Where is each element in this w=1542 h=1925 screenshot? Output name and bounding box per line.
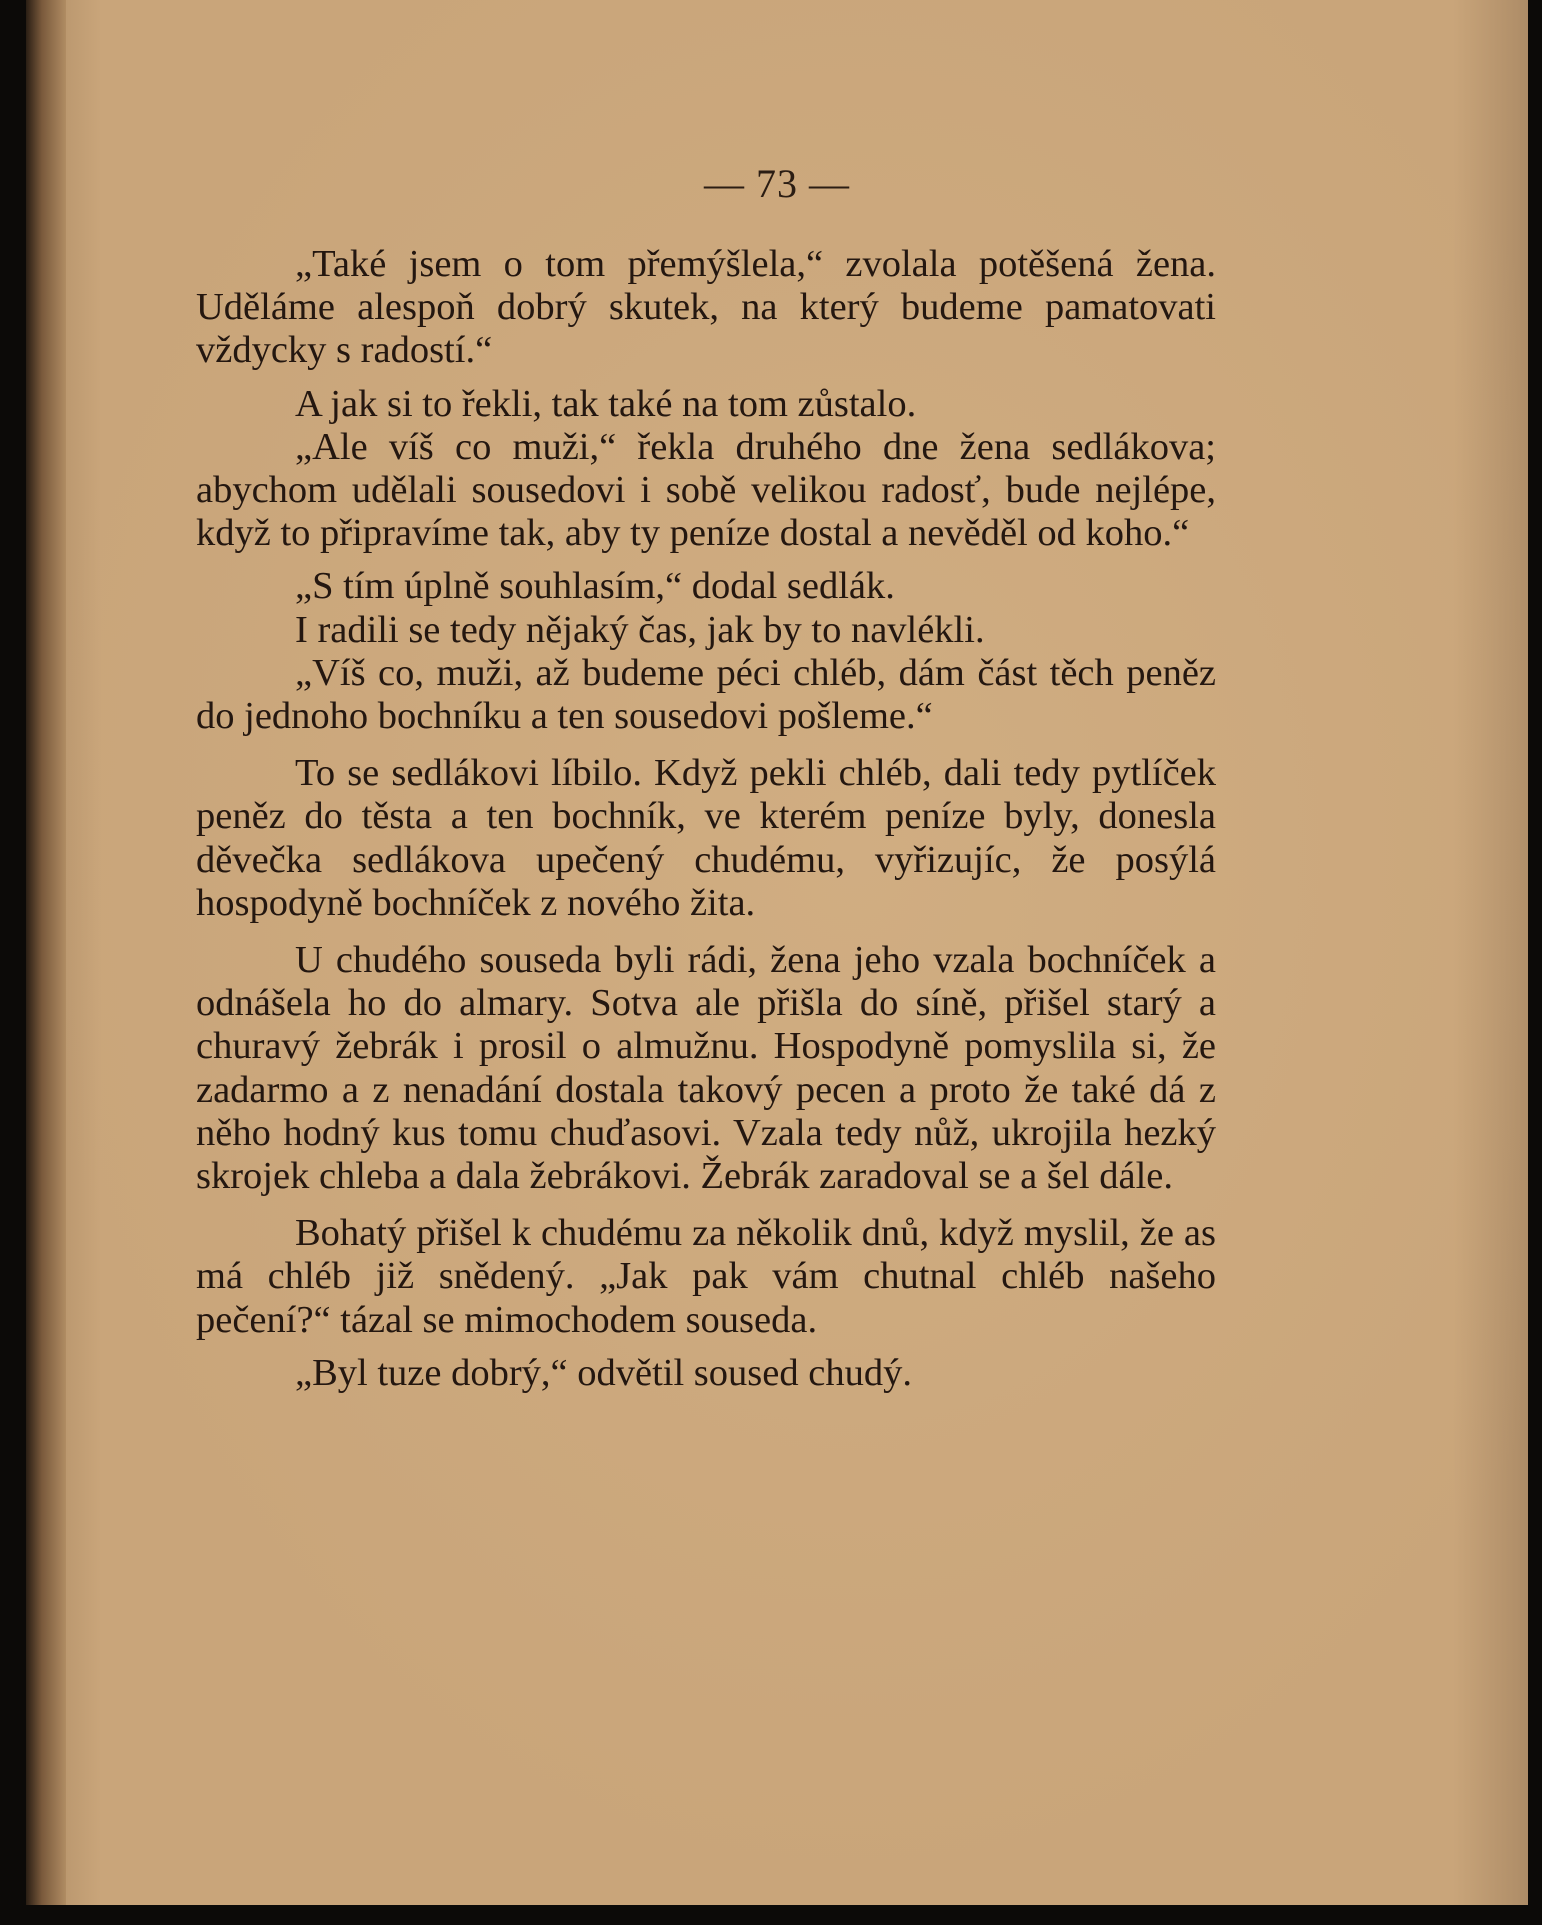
paragraph: U chudého souseda byli rádi, žena jeho vzala bochníček a odnášela ho do almary. Sotva ale přišla do síně, přišel starý a churavý žebrák i prosil o almužnu. Hospodyně pomyslila si, že zadarmo a z nenadání dostala takový pecen a proto že také dá z něho hodný kus tomu chuďasovi. Vzala tedy nůž, ukrojila hezký skrojek chleba a dala žebrákovi. Žebrák zaradoval se a šel dále. [196, 939, 1216, 1198]
binding-gutter [26, 0, 66, 1905]
paragraph: „Byl tuze dobrý,“ odvětil soused chudý. [295, 1351, 912, 1394]
paragraph: To se sedlákovi líbilo. Když pekli chléb, dali tedy pytlíček peněz do těsta a ten bochník, ve kterém peníze byly, donesla děvečka sedlákova upečený chudému, vyřizujíc, že posýlá hospodyně bochníček z nového žita. [196, 752, 1216, 924]
paragraph: „Ale víš co muži,“ řekla druhého dne žena sedlákova; abychom udělali sousedovi i sobě velikou radosť, bude nejlépe, když to připravíme tak, aby ty peníze dostal a nevěděl od koho.“ [196, 425, 1216, 555]
paragraph: „Víš co, muži, až budeme péci chléb, dám část těch peněz do jednoho bochníku a ten sousedovi pošleme.“ [196, 651, 1216, 738]
paragraph: „Také jsem o tom přemýšlela,“ zvolala potěšená žena. Uděláme alespoň dobrý skutek, na který budeme pamatovati vždycky s radostí.“ [196, 243, 1216, 372]
page-text [196, 243, 1216, 1395]
paragraph: Bohatý přišel k chudému za několik dnů, když myslil, že as má chléb již snědený. „Jak pak vám chutnal chléb našeho pečení?“ tázal se mimochodem souseda. [196, 1212, 1216, 1341]
page-number: — 73 — [704, 161, 850, 206]
paragraph: „S tím úplně souhlasím,“ dodal sedlák. [295, 565, 895, 608]
book-page [26, 0, 1528, 1905]
paragraph: A jak si to řekli, tak také na tom zůstalo. [295, 382, 917, 425]
paragraph: I radili se tedy nějaký čas, jak by to navlékli. [295, 608, 985, 651]
